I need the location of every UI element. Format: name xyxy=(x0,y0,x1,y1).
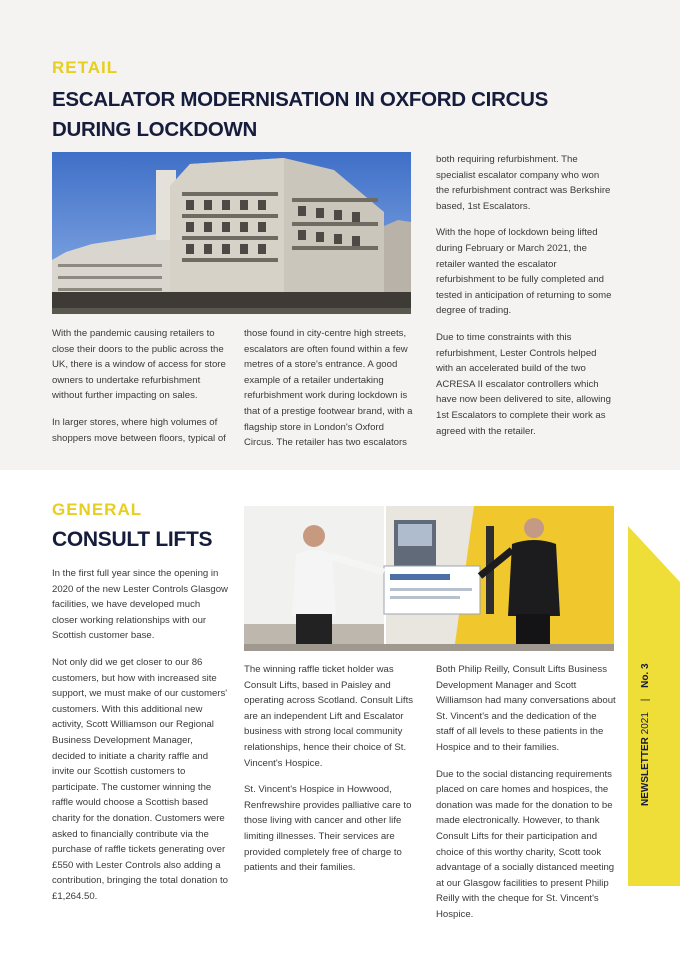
cheque-presentation-photo xyxy=(244,506,614,651)
retail-column-1 xyxy=(52,326,232,457)
retail-col3-paragraph: With the hope of lockdown being lifted during February or March 2021, the retailer wanted the escalator refurbishment to be fully completed and tested in anticipation of returning to some degree of trading. xyxy=(436,227,612,317)
general-column-2 xyxy=(244,662,420,887)
general-col1-paragraph: Not only did we get closer to our 86 customers, but how with increased site support, we must make of our customers' customers. With this additional new activity, Scott Williamson our Regional Business Development Manager, decided to initiate a charity raffle and invite our Scottish customers to participate. The customer winning the raffle would choose a Scottish based charity for the donation. Customers were asked to financially contribute via the purchase of raffle tickets generating over £550 with Lester Controls also adding a contribution, bringing the total donation to £1,264.50. xyxy=(52,656,229,902)
newsletter-brand: NEWSLETTER xyxy=(640,737,651,806)
retail-title-line1: ESCALATOR MODERNISATION IN OXFORD CIRCUS xyxy=(52,88,548,111)
retail-title-line2: DURING LOCKDOWN xyxy=(52,118,258,141)
general-col1-paragraph: In the first full year since the opening in 2020 of the new Lester Controls Glasgow facilities, we have developed much closer working relationships with our Scottish customer base. xyxy=(52,568,228,642)
retail-column-3 xyxy=(436,152,614,450)
retail-kicker: RETAIL xyxy=(52,58,119,77)
general-column-3 xyxy=(436,662,616,934)
retail-col2-paragraph: those found in city-centre high streets, escalators are often found within a few metres of a store's entrance. A good example of a retailer undertaking refurbishment work during lockdown is that of a prestige footwear brand, with a flagship store in London's Oxford Circus. The retailer has two escalators xyxy=(244,328,413,449)
general-title: CONSULT LIFTS xyxy=(52,528,213,551)
tab-separator: | xyxy=(640,698,651,702)
issue-number: No. 3 xyxy=(640,663,651,688)
general-column-1 xyxy=(52,566,228,915)
general-kicker: GENERAL xyxy=(52,500,143,519)
retail-col3-paragraph: Due to time constraints with this refurbishment, Lester Controls helped with an accelerated build of the two ACRESA II escalator controllers which have now been delivered to site, allowing 1st Escalators to complete their work as agreed with the retailer. xyxy=(436,331,611,437)
general-col3-paragraph: Due to the social distancing requirements placed on care homes and hospices, the donation was made for the donation to be made electronically. However, to thank Consult Lifts for their participation and choice of this worthy charity, Scott took advantage of a socially distanced meeting at our Glasgow facilities to present Philip Reilly with the cheque for St. Vincent's Hospice. xyxy=(436,768,615,920)
newsletter-tab-label xyxy=(640,663,651,806)
oxford-circus-building-photo xyxy=(52,152,411,314)
general-col2-paragraph: St. Vincent's Hospice in Howwood, Renfrewshire provides palliative care to those living with cancer and other life limiting illnesses. Their services are provided completely free of charge to patients and their families. xyxy=(244,784,412,874)
retail-col1-paragraph: In larger stores, where high volumes of shoppers move between floors, typical of xyxy=(52,416,226,444)
retail-col1-paragraph: With the pandemic causing retailers to close their doors to the public across the UK, there is a window of access for store owners to undertake refurbishment without further impacting on sales. xyxy=(52,328,226,402)
retail-column-2 xyxy=(244,326,414,462)
general-col2-paragraph: The winning raffle ticket holder was Consult Lifts, based in Paisley and operating across Scotland. Consult Lifts are an independent Lift and Escalator business with strong local community relationships, hence their choice of St. Vincent's Hospice. xyxy=(244,664,414,769)
retail-col3-paragraph: both requiring refurbishment. The specialist escalator company who won the refurbishment contract was Berkshire based, 1st Escalators. xyxy=(436,154,611,212)
newsletter-year: 2021 xyxy=(640,712,651,735)
general-col3-paragraph: Both Philip Reilly, Consult Lifts Business Development Manager and Scott Williamson had many conversations about St. Vincent's and the dedication of the staff of all levels to these patients in the Hospice and to their families. xyxy=(436,664,616,753)
newsletter-side-tab xyxy=(628,526,680,886)
